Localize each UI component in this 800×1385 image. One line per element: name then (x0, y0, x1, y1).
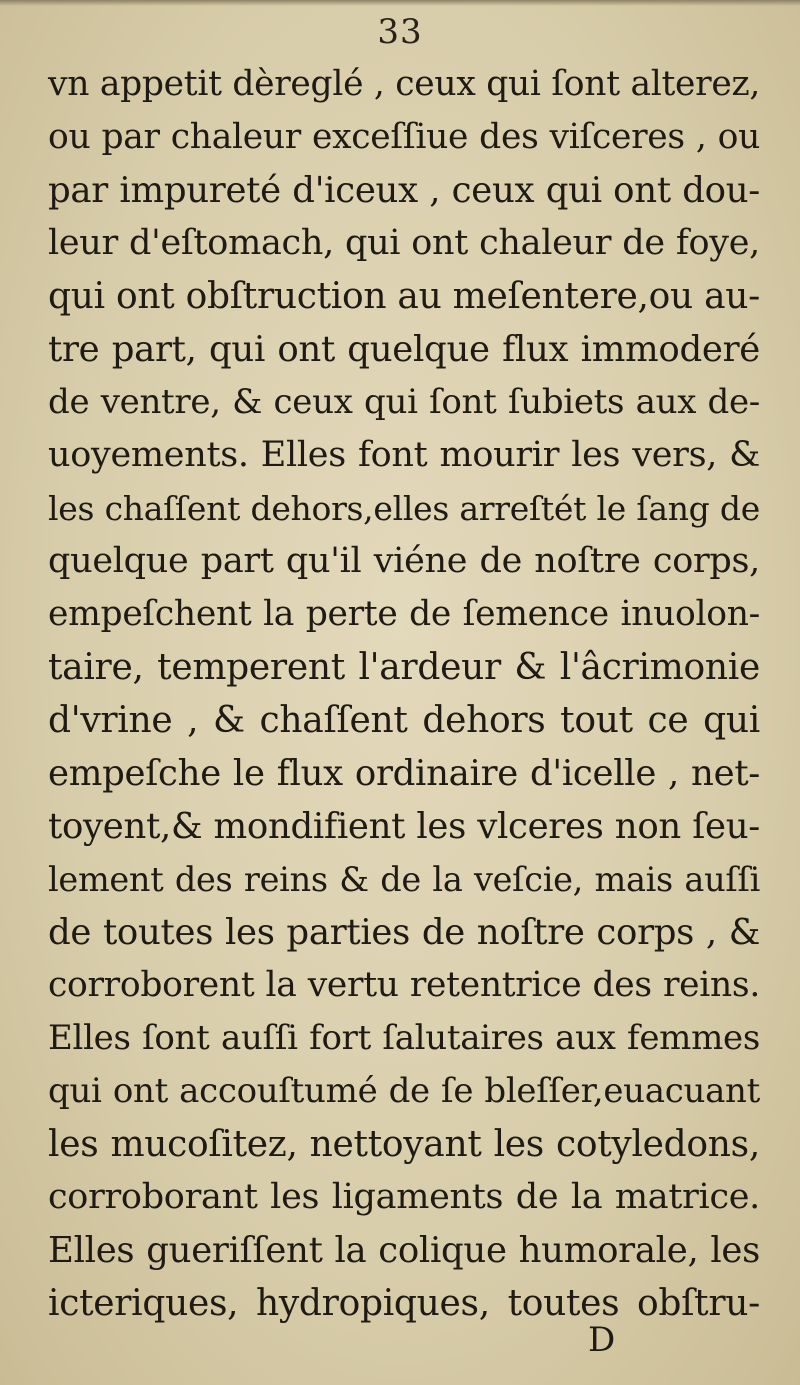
text-line: qui ont accouſtumé de ſe bleſſer,euacuant (48, 1071, 760, 1111)
text-line: corroborent la vertu retentrice des reins. (48, 965, 760, 1005)
text-line: d'vrine , & chaſſent dehors tout ce qui (48, 700, 760, 741)
text-line: lement des reins & de la veſcie, mais auſſi (48, 860, 760, 899)
text-line: leur d'eſtomach, qui ont chaleur de foye, (48, 223, 760, 263)
text-line: vn appetit dèreglé , ceux qui ſont alterez, (48, 64, 760, 104)
text-line: empeſchent la perte de ſemence inuolon- (48, 594, 760, 634)
text-line: icteriques, hydropiques, toutes obſtru- (48, 1283, 760, 1324)
body-text (48, 58, 760, 1330)
text-line: uoyements. Elles font mourir les vers, & (48, 435, 760, 475)
page-top-edge (0, 0, 800, 6)
text-line: Elles gueriſſent la colique humorale, les (48, 1230, 760, 1271)
text-line: corroborant les ligaments de la matrice. (48, 1177, 760, 1217)
text-line: les chaſſent dehors,elles arreſtét le ſang de (48, 489, 760, 528)
text-line: taire, temperent l'ardeur & l'âcrimonie (48, 647, 760, 688)
signature-mark: D (588, 1320, 616, 1360)
text-line: quelque part qu'il viéne de noſtre corps, (48, 541, 760, 581)
text-line: les mucoſitez, nettoyant les cotyledons, (48, 1124, 760, 1165)
text-line: tre part, qui ont quelque flux immoderé (48, 329, 760, 370)
text-line: par impureté d'iceux , ceux qui ont dou- (48, 170, 760, 211)
text-line: toyent,& mondifient les vlceres non ſeu- (48, 806, 760, 847)
text-line: Elles ſont auſſi fort ſalutaires aux femmes (48, 1018, 760, 1058)
text-line: de toutes les parties de noſtre corps , & (48, 912, 760, 953)
page-number: 33 (377, 12, 423, 52)
text-line: ou par chaleur exceſſiue des viſceres , ou (48, 117, 760, 157)
text-line: empeſche le flux ordinaire d'icelle , net- (48, 753, 760, 794)
text-line: qui ont obſtruction au meſentere,ou au- (48, 276, 760, 317)
text-line: de ventre, & ceux qui ſont ſubiets aux de- (48, 382, 760, 422)
